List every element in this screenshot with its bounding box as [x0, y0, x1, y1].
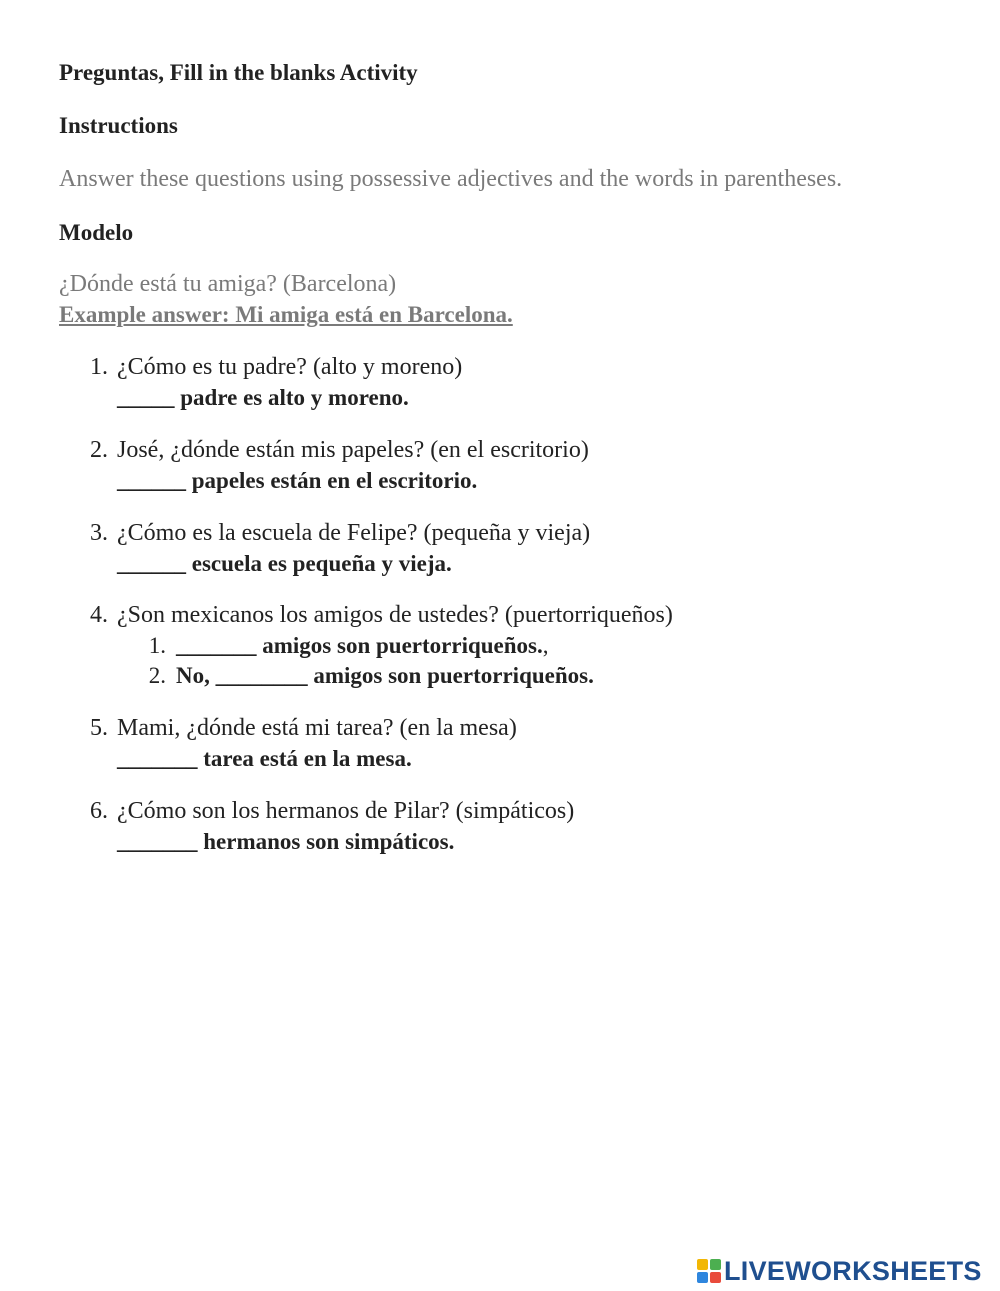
sub-answer-number: 1.: [148, 633, 166, 658]
trailing-comma: ,: [542, 633, 549, 658]
question-text: ¿Son mexicanos los amigos de ustedes? (puertorriqueños): [117, 602, 673, 628]
answer-blank[interactable]: ______ escuela es pequeña y vieja.: [117, 551, 452, 576]
logo-text: LIVEWORKSHEETS: [724, 1255, 982, 1286]
modelo-question: ¿Dónde está tu amiga? (Barcelona): [59, 271, 397, 297]
answer-blank[interactable]: _______ amigos son puertorriqueños.: [176, 633, 543, 658]
sub-answer-number: 2.: [148, 663, 166, 688]
question-text: ¿Cómo es tu padre? (alto y moreno): [117, 354, 463, 380]
question-text: José, ¿dónde están mis papeles? (en el escritorio): [117, 437, 589, 463]
question-number: 5.: [90, 715, 108, 741]
instructions-heading: Instructions: [59, 113, 178, 138]
modelo-heading: Modelo: [59, 220, 134, 245]
answer-blank[interactable]: ______ papeles están en el escritorio.: [117, 468, 478, 493]
sub-answer-row: [176, 633, 549, 659]
question-number: 1.: [90, 354, 108, 380]
instructions-text: Answer these questions using possessive adjectives and the words in parentheses.: [59, 166, 843, 192]
answer-blank[interactable]: _______ tarea está en la mesa.: [117, 746, 412, 771]
document-title: Preguntas, Fill in the blanks Activity: [59, 60, 418, 85]
question-number: 3.: [90, 520, 108, 546]
liveworksheets-logo-icon: [697, 1259, 721, 1283]
question-text: ¿Cómo son los hermanos de Pilar? (simpáticos): [117, 798, 575, 824]
question-number: 4.: [90, 602, 108, 628]
answer-blank[interactable]: _____ padre es alto y moreno.: [117, 385, 409, 410]
modelo-answer: Example answer: Mi amiga está en Barcelona.: [59, 302, 513, 327]
question-number: 6.: [90, 798, 108, 824]
question-text: ¿Cómo es la escuela de Felipe? (pequeña y vieja): [117, 520, 591, 546]
answer-blank[interactable]: _______ hermanos son simpáticos.: [117, 829, 455, 854]
question-number: 2.: [90, 437, 108, 463]
liveworksheets-logo[interactable]: [697, 1254, 982, 1288]
question-text: Mami, ¿dónde está mi tarea? (en la mesa): [117, 715, 517, 741]
answer-blank[interactable]: No, ________ amigos son puertorriqueños.: [176, 663, 594, 688]
